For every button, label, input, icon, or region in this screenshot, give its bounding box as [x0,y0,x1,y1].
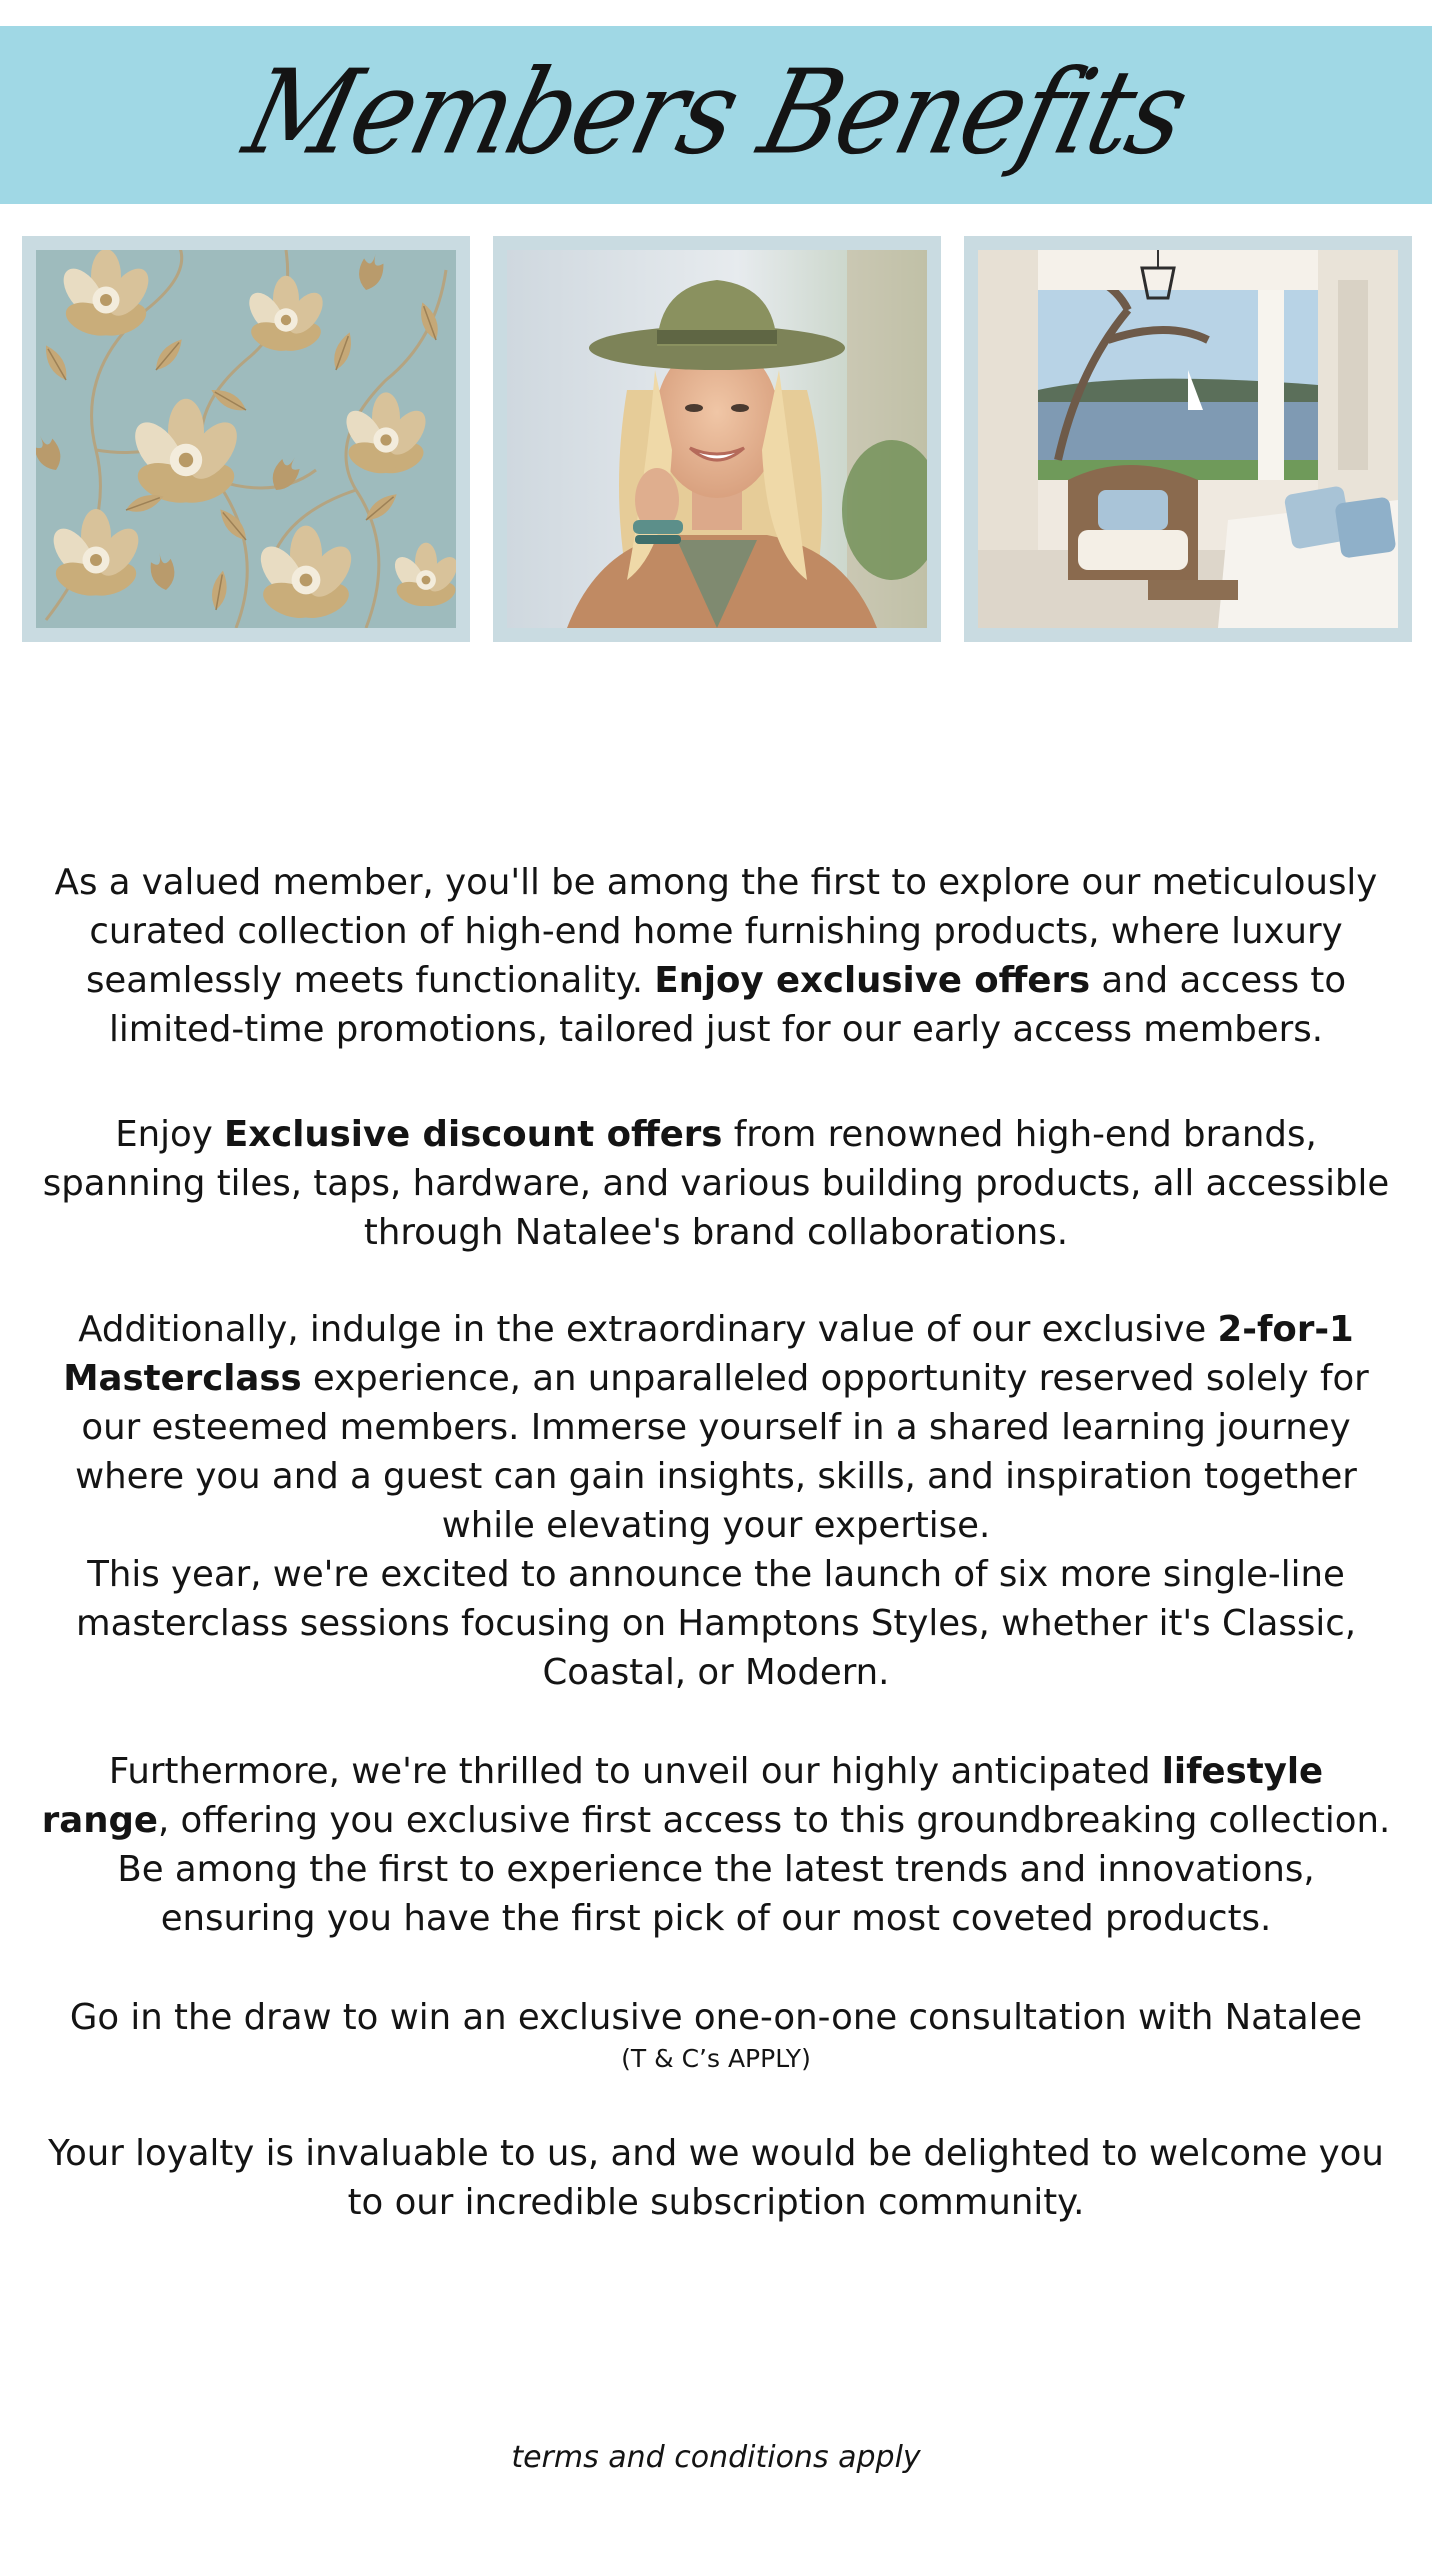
image-gallery [22,236,1412,642]
photo-frame-verandah [964,236,1412,642]
lifestyle-highlight: lifestyle range [41,1751,1324,1841]
discount-highlight: Exclusive discount offers [224,1114,723,1155]
tc-note: (T & C’s APPLY) [621,2044,811,2073]
hamptons-sessions-text: This year, we're excited to announce the launch of six more single-line masterclass sessions focusing on Hamptons Styles, whether it's Classic, Coastal, or Modern. [75,1554,1357,1693]
masterclass-paragraph [40,1305,1392,1697]
consultation-text: Go in the draw to win an exclusive one-on-one consultation with Natalee [69,1997,1363,2038]
members-benefits-banner [0,26,1432,204]
lifestyle-range-paragraph [40,1747,1392,1943]
lifestyle-text-end: , offering you exclusive first access to this groundbreaking collection. Be among the first to experience the latest trends and innovations, ensuring you have the first pick of our most coveted products. [117,1800,1391,1939]
intro-text: As a valued member, you'll be among the first to explore our meticulously curated collection of high-end home furnishing products, where luxury seamlessly meets functionality. [54,862,1378,1001]
floral-wallpaper-image [36,250,456,628]
terms-footer: terms and conditions apply [511,2440,921,2475]
photo-frame-portrait [493,236,941,642]
discount-text: Enjoy [115,1114,225,1155]
discount-text-end: from renowned high-end brands, spanning tiles, taps, hardware, and various building products, all accessible through Natalee's brand collaborations. [42,1114,1390,1253]
photo-frame-wallpaper [22,236,470,642]
masterclass-highlight: 2-for-1 Masterclass [63,1309,1354,1399]
masterclass-text: Additionally, indulge in the extraordinary value of our exclusive [78,1309,1218,1350]
benefits-intro-paragraph [40,858,1392,1054]
intro-highlight: Enjoy exclusive offers [654,960,1091,1001]
natalee-portrait-image [507,250,927,628]
banner-title: Members Benefits [232,43,1200,181]
hamptons-verandah-image [978,250,1398,628]
masterclass-text-end: experience, an unparalleled opportunity reserved solely for our esteemed members. Immerse yourself in a shared learning journey where you and a guest can gain insights, skills, and inspiration together while elevating your expertise. [75,1358,1369,1546]
consultation-draw-paragraph [40,1993,1392,2076]
discount-offers-paragraph [40,1110,1392,1257]
lifestyle-text: Furthermore, we're thrilled to unveil our highly anticipated [108,1751,1162,1792]
loyalty-paragraph [40,2129,1392,2227]
intro-text-end: and access to limited-time promotions, tailored just for our early access members. [108,960,1347,1050]
loyalty-text: Your loyalty is invaluable to us, and we would be delighted to welcome you to our incredible subscription community. [48,2133,1384,2223]
